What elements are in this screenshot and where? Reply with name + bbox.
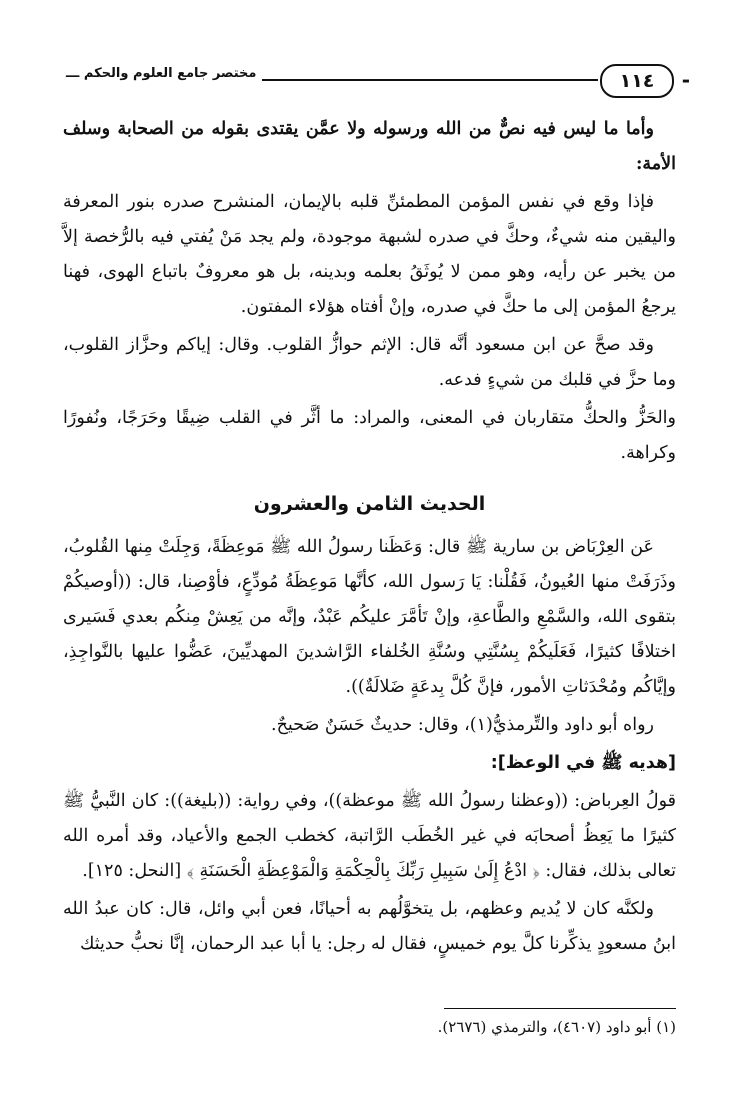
paragraph: فإذا وقع في نفس المؤمن المطمئنِّ قلبه بالإيمان، المنشرح صدره بنور المعرفة واليقين منه شيءٌ، وحكَّ في صدره لشبهة موجودة، ولم يجد مَنْ يُفتي فيه بالرُّخصة إلاَّ من يخبر عن رأيه، وهو ممن لا يُوثَقُ بعلمه وبدينه، بل هو معروفٌ باتباع الهوى، فهنا يرجعُ المؤمن إلى ما حكَّ في صدره، وإنْ أفتاه هؤلاء المفتون. (63, 192, 676, 317)
commentary-paragraph: ولكنَّه كان لا يُديم وعظهم، بل يتخوَّلُهم به أحيانًا، فعن أبي وائل، قال: كان عبدُ الله ابنُ مسعودٍ يذكِّرنا كلَّ يوم خميسٍ، فقال له رجل: يا أبا عبد الرحمان، إنَّا نحبُّ حديثك (63, 899, 676, 954)
hadith-source: رواه أبو داود والتِّرمذيُّ(١)، وقال: حديثٌ حَسَنٌ صَحيحٌ. (271, 715, 654, 735)
hadith-title: الحديث الثامن والعشرون (253, 493, 486, 515)
paragraph-intro: وأما ما ليس فيه نصٌّ من الله ورسوله ولا عمَّن يقتدى بقوله من الصحابة وسلف الأمة: (63, 119, 676, 174)
subheading: [هديه ﷺ في الوعظ]: (490, 753, 676, 773)
paragraph: وقد صحَّ عن ابن مسعود أنَّه قال: الإثم حوازُّ القلوب. وقال: إياكم وحزَّاز القلوب، وما حزَّ في قلبك من شيءٍ فدعه. (63, 335, 676, 390)
hadith-text: عَن العِرْبَاض بن سارية ﷺ قال: وَعَظَنا رسولُ الله ﷺ مَوعِظَةً، وَجِلَتْ مِنها القُلوبُ، وذَرَفَتْ منها العُيونُ، فَقُلْنا: يَا رَسول الله، كأنَّها مَوعِظَةُ مُودِّعٍ، فأوْصِنا، قال: ((أوصيكُمْ بتقوى الله، والسَّمْعِ والطَّاعةِ، وإنْ تَأمَّرَ عليكُم عَبْدٌ، وإنَّه من يَعِشْ مِنكُم بعدي فَسَيرى اختلافًا كثيرًا، فَعَلَيكُمْ بِسُنَّتِي وسُنَّةِ الخُلفاء الرَّاشدينَ المهديِّينَ، عَضُّوا عليها بالنَّواجِذِ، وإيَّاكُم ومُحْدَثاتِ الأمور، فإنَّ كُلَّ بِدعَةٍ ضَلالَةٌ)). (63, 537, 676, 697)
footnote-divider (444, 1008, 676, 1009)
book-title-text: مختصر جامع العلوم والحكم (83, 66, 257, 81)
commentary-paragraph: قولُ العِرباض: ((وعظنا رسولُ الله ﷺ موعظة))، وفي رواية: ((بليغة)): كان النَّبيُّ ﷺ كثيرًا ما يَعِظُ أصحابَه في غير الخُطَب الرَّاتبة، كخطب الجمع والأعياد، وقد أمره الله تعالى بذلك، فقال: ﴿ ادْعُ إِلَىٰ سَبِيلِ رَبِّكَ بِالْحِكْمَةِ وَالْمَوْعِظَةِ الْحَسَنَةِ ﴾ [النحل: ١٢٥]. (63, 791, 676, 881)
page-header (60, 62, 690, 102)
paragraph: والحَزُّ والحكُّ متقاربان في المعنى، والمراد: ما أثَّر في القلب ضِيقًا وحَرَجًا، ونُفورًا وكراهة. (63, 408, 676, 463)
footnote: (١) أبو داود (٤٦٠٧)، والترمذي (٢٦٧٦). (437, 1018, 676, 1036)
header-dash: - (681, 68, 690, 92)
page-body (63, 112, 676, 965)
page-number: ١١٤ (600, 64, 674, 98)
book-title (60, 66, 262, 81)
book-title-dash: ـــ (66, 66, 80, 81)
